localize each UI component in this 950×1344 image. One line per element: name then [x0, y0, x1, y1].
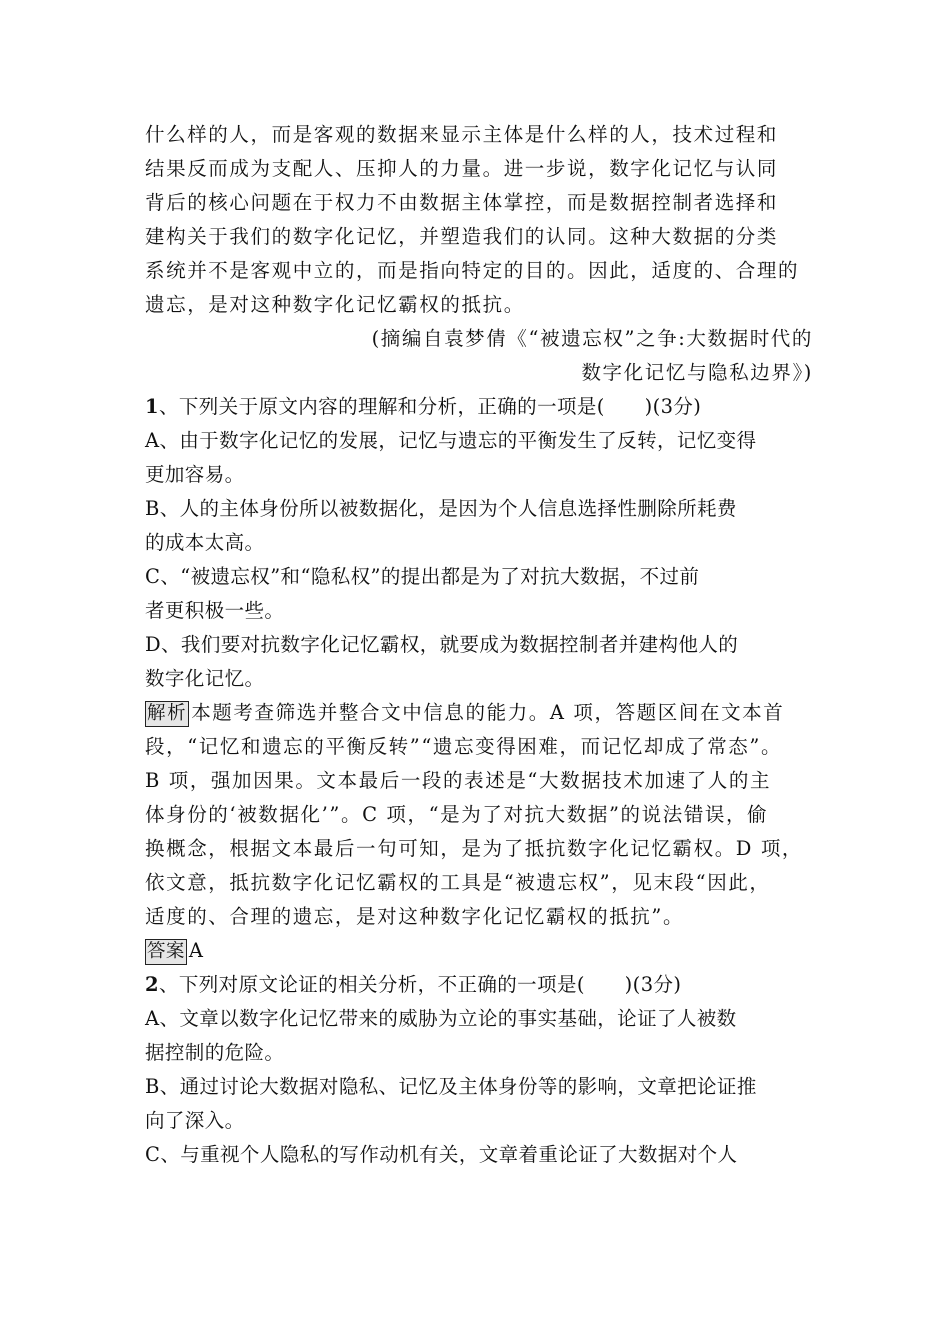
- option-a-continued: 更加容易。: [145, 463, 245, 486]
- question-stem: [145, 390, 813, 424]
- question-2: [145, 968, 813, 1172]
- answer-tag: 答案: [145, 939, 187, 965]
- option-a-continued: 据控制的危险。: [145, 1041, 285, 1064]
- analysis-text: 本题考查筛选并整合文中信息的能力。A 项，答题区间在文本首: [191, 701, 785, 724]
- analysis-tag: 解析: [145, 701, 189, 727]
- document-page: [145, 118, 813, 1172]
- question-number: 2: [145, 973, 159, 996]
- question-stem-text: 、下列关于原文内容的理解和分析，正确的一项是( )(3分): [158, 395, 702, 418]
- question-1: [145, 390, 813, 968]
- answer-line: [145, 934, 813, 968]
- option-c: C、与重视个人隐私的写作动机有关，文章着重论证了大数据对个人: [145, 1143, 738, 1166]
- answer-value: A: [188, 939, 204, 962]
- option-b: B、人的主体身份所以被数据化，是因为个人信息选择性删除所耗费: [145, 497, 737, 520]
- analysis-line: B 项，强加因果。文本最后一段的表述是“大数据技术加速了人的主: [145, 769, 772, 792]
- question-stem: [145, 968, 813, 1002]
- passage-excerpt: [145, 118, 813, 390]
- passage-line: 结果反而成为支配人、压抑人的力量。进一步说，数字化记忆与认同: [145, 157, 779, 180]
- passage-line: 背后的核心问题在于权力不由数据主体掌控，而是数据控制者选择和: [145, 191, 779, 214]
- option-a: A、由于数字化记忆的发展，记忆与遗忘的平衡发生了反转，记忆变得: [145, 429, 757, 452]
- passage-line: 系统并不是客观中立的，而是指向特定的目的。因此，适度的、合理的: [145, 259, 800, 282]
- option-b: B、通过讨论大数据对隐私、记忆及主体身份等的影响，文章把论证推: [145, 1075, 757, 1098]
- analysis-block: [145, 696, 813, 934]
- option-c: C、“被遗忘权”和“隐私权”的提出都是为了对抗大数据，不过前: [145, 565, 700, 588]
- option-d: D、我们要对抗数字化记忆霸权，就要成为数据控制者并建构他人的: [145, 633, 739, 656]
- option-b-continued: 的成本太高。: [145, 531, 265, 554]
- question-number: 1: [145, 395, 159, 418]
- source-citation-continued: 数字化记忆与隐私边界》): [581, 361, 813, 384]
- question-stem-text: 、下列对原文论证的相关分析，不正确的一项是( )(3分): [158, 973, 682, 996]
- passage-line: 遗忘，是对这种数字化记忆霸权的抵抗。: [145, 293, 525, 316]
- passage-line: 什么样的人，而是客观的数据来显示主体是什么样的人，技术过程和: [145, 123, 779, 146]
- source-citation: (摘编自袁梦倩《“被遗忘权”之争:大数据时代的: [371, 327, 813, 350]
- option-b-continued: 向了深入。: [145, 1109, 245, 1132]
- option-a: A、文章以数字化记忆带来的威胁为立论的事实基础，论证了人被数: [145, 1007, 737, 1030]
- analysis-line: [145, 696, 813, 730]
- analysis-line: 依文意，抵抗数字化记忆霸权的工具是“被遗忘权”，见末段“因此，: [145, 871, 771, 894]
- analysis-line: 体身份的‘被数据化’”。C 项，“是为了对抗大数据”的说法错误，偷: [145, 803, 769, 826]
- passage-line: 建构关于我们的数字化记忆，并塑造我们的认同。这种大数据的分类: [145, 225, 779, 248]
- option-c-continued: 者更积极一些。: [145, 599, 285, 622]
- option-d-continued: 数字化记忆。: [145, 667, 265, 690]
- analysis-line: 换概念，根据文本最后一句可知，是为了抵抗数字化记忆霸权。D 项，: [145, 837, 804, 860]
- analysis-line: 适度的、合理的遗忘，是对这种数字化记忆霸权的抵抗”。: [145, 905, 685, 928]
- analysis-line: 段，“记忆和遗忘的平衡反转”“遗忘变得困难，而记忆却成了常态”。: [145, 735, 783, 758]
